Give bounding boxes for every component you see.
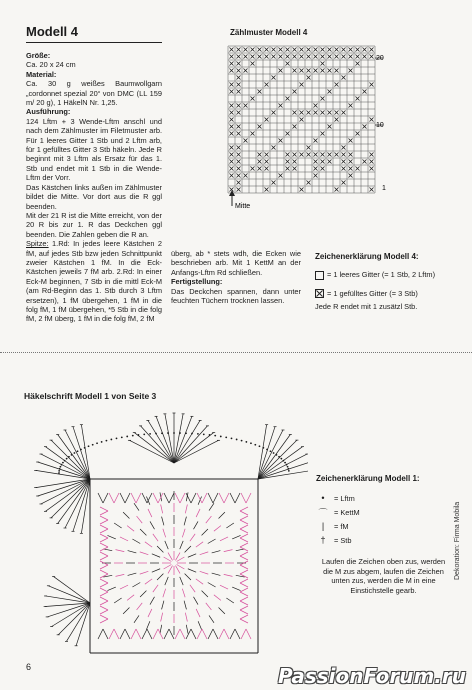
crochet-diagram [28,403,308,690]
slip-stitch-icon: ⌒ [318,507,328,518]
legend1-label-stb: = Stb [334,535,352,545]
filet-chart [210,38,410,218]
groesse-text: Ca. 20 x 24 cm [26,60,76,70]
spitze-label: Spitze: [26,239,49,249]
legend4-note: Jede R endet mit 1 zusätzl Stb. [315,302,418,312]
legend1-row-kettm [316,505,451,519]
filled-grid-icon [315,289,324,298]
mitte-label: Mitte [235,203,251,210]
legend4-filled-row [315,289,455,298]
legend4-filled-label: = 1 gefülltes Gitter (= 3 Stb) [327,288,418,298]
continued-text: überg, ab * stets wdh, die Ecken wie beschrieben arb. Mit 1 KettM an der Anfangs-Lftm Rd schließen. [171,249,301,277]
modell1-title: Häkelschrift Modell 1 von Seite 3 [24,391,157,401]
legend4-empty-label: = 1 leeres Gitter (= 1 Stb, 2 Lftm) [327,270,436,280]
chain-stitch-icon: • [321,493,325,504]
section-divider [0,352,472,353]
legend1-row-lftm [316,491,451,505]
fertig-label: Fertigstellung: [171,277,223,287]
legend-modell1 [316,474,451,595]
row-label-10: 10 [376,122,384,129]
kaestchen-text: Das Kästchen links außen im Zählmuster bildet die Mitte. Vor dort aus die R ggl beenden. [26,182,162,211]
fertig-text: Das Deckchen spannen, dann unter feuchten Tüchern trocknen lassen. [171,286,301,306]
legend4-title: Zeichenerklärung Modell 4: [315,252,419,261]
legend1-label-fm: = fM [334,521,349,531]
ausfuehrung-text: 124 Lftm + 3 Wende-Lftm anschl und nach dem Zählmuster im Filetmuster arb. Für 1 leeres Gitter 1 Stb und 2 Lftm arb, für 1 gefülltes Gitter 3 Stb häkeln. Jede R beginnt mit 3 Lftm als Ersatz für das 1. Stb und endet mit 1 Stb in die Wende-Lftm der Vorr. [26,116,162,183]
title-rule [26,42,162,43]
legend1-label-lftm: = Lftm [334,493,355,503]
legend1-note: Laufen die Zeichen oben zus, werden die M zus abgem, laufen die Zeichen unten zus, werden die M in eine Einstichstelle gearb. [321,557,446,595]
row-label-1: 1 [382,185,386,192]
material-text: Ca. 30 g weißes Baumwollgarn „cordonnet spezial 20“ von DMC (LL 159 m/ 20 g), 1 HäkelN Nr. 1,25. [26,79,162,108]
instructions-continued [171,249,301,305]
single-crochet-icon: | [321,521,325,532]
legend1-row-fm [316,519,451,533]
spitze-text: 1.Rd: In jedes leere Kästchen 2 fM, auf jedes Stb bzw jeden Schnittpunkt zweier Kästchen 1 fM. In die Eck-Kästchen jeweils 7 fM arb. 2.Rd: In einer Eck-M beginnen, 7 Stb in die mittl Eck-M (am Rd-Beginn das 1. Stb durch 3 Lftm ersetzen), 1 fM übergehen, 1 fM in die folg fM, 1 fM übergehen, *5 Stb in die folg fM, 2 fM überg, 1 fM in die folg fM, 2 fM [26,239,162,324]
material-label: Material: [26,69,57,79]
ausfuehrung-label: Ausführung: [26,107,71,117]
legend1-label-kettm: = KettM [334,507,360,517]
instructions-column [26,51,162,324]
empty-grid-icon [315,271,324,280]
legend-modell4 [315,252,455,312]
crochet-symbols [34,413,308,653]
row-label-20: 20 [376,55,384,62]
groesse-label: Größe: [26,51,51,60]
legend4-empty-row [315,270,455,279]
spitze-paragraph [26,239,162,324]
double-crochet-icon: † [320,535,326,546]
watermark: PassionForum.ru [277,664,466,688]
chart4-title: Zählmuster Modell 4 [230,28,308,37]
page-title-modell4: Modell 4 [26,24,79,39]
side-note: Dekoration: Firma Mobila [454,501,461,580]
legend1-row-stb [316,533,451,547]
legend1-title: Zeichenerklärung Modell 1: [316,474,420,483]
page-number: 6 [26,662,32,672]
mitte-text: Mit der 21 R ist die Mitte erreicht, von der 20 R bis zur 1. R das Deckchen ggl beenden. Die Zahlen geben die R an. [26,210,162,239]
chart-grid [228,46,383,193]
